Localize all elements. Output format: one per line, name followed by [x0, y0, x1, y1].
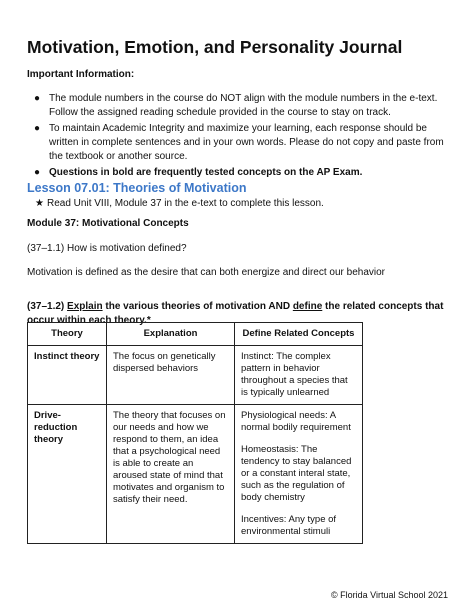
reading-instruction: ★ Read Unit VIII, Module 37 in the e-text to complete this lesson.	[35, 198, 324, 209]
concepts-cell[interactable]	[235, 405, 363, 544]
answer-37-1-1[interactable]: Motivation is defined as the desire that can both energize and direct our behavior	[27, 267, 385, 278]
module-title: Module 37: Motivational Concepts	[27, 218, 189, 229]
table-row	[28, 405, 363, 544]
concept-definition: Homeostasis: The tendency to stay balanced or a constant interal state, such as the regulation of body chemistry	[241, 444, 352, 503]
page-title: Motivation, Emotion, and Personality Journal	[27, 37, 403, 57]
bullet-icon: ●	[34, 123, 41, 134]
copyright-footer: © Florida Virtual School 2021	[330, 590, 448, 600]
bullet-icon: ●	[34, 93, 41, 104]
lesson-title: Lesson 07.01: Theories of Motivation	[27, 181, 247, 195]
bullet-icon: ●	[34, 167, 41, 178]
theories-table	[27, 322, 363, 544]
info-item: ● The module numbers in the course do NOT align with the module numbers in the e-text. Follow the assigned reading schedule provided in the course to stay on track.	[34, 93, 438, 118]
table-header-row	[28, 323, 363, 346]
header-concepts: Define Related Concepts	[235, 323, 363, 346]
explanation-cell[interactable]: The theory that focuses on our needs and how we respond to them, an idea that a psychological need is able to create an aroused state of mind that motivates and organism to satisfy their need.	[107, 405, 235, 544]
concept-definition: Instinct: The complex pattern in behavior throughout a species that is typically unlearned	[241, 351, 348, 398]
concept-definition: Incentives: Any type of environmental stimuli	[241, 514, 337, 537]
info-item: ● To maintain Academic Integrity and maximize your learning, each response should be written in complete sentences and in your own words. Please do not copy and paste from the textbook or another source.	[34, 123, 444, 162]
header-theory: Theory	[28, 323, 107, 346]
explanation-cell[interactable]: The focus on genetically dispersed behaviors	[107, 346, 235, 405]
question-37-1-2: (37–1.2) Explain the various theories of motivation AND define the related concepts that occur within each theory.*	[27, 301, 444, 326]
important-info-label: Important Information:	[27, 69, 135, 80]
concepts-cell[interactable]	[235, 346, 363, 405]
important-info-list	[27, 92, 459, 182]
concept-definition: Physiological needs: A normal bodily requirement	[241, 410, 351, 433]
header-explanation: Explanation	[107, 323, 235, 346]
question-37-1-1: (37–1.1) How is motivation defined?	[27, 243, 187, 254]
theory-cell: Instinct theory	[28, 346, 107, 405]
theory-cell: Drive-reduction theory	[28, 405, 107, 544]
star-icon: ★	[35, 198, 44, 209]
info-item-bold-note: ● Questions in bold are frequently tested concepts on the AP Exam.	[34, 167, 363, 178]
table-row	[28, 346, 363, 405]
